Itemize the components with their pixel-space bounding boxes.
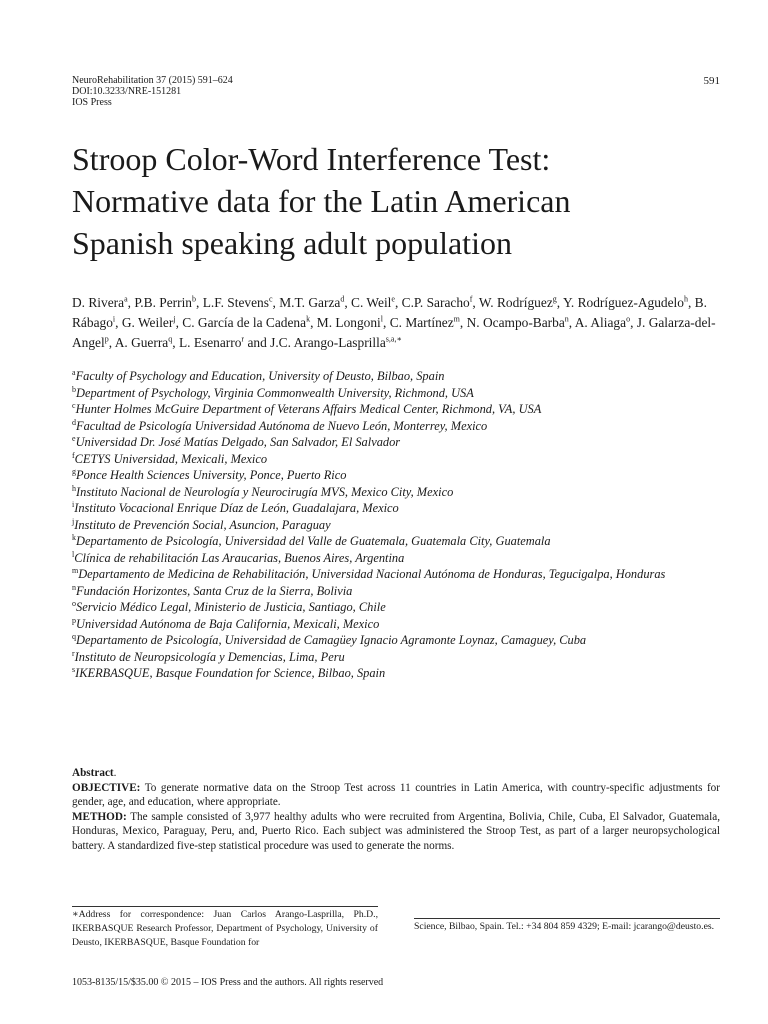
author-name: N. Ocampo-Barba bbox=[466, 315, 565, 330]
correspondence-footnote: ∗Address for correspondence: Juan Carlos Arango-Lasprilla, Ph.D., IKERBASQUE Research Professor, Department of Psychology, University of Deusto, IKERBASQUE, Basque Foundation for bbox=[72, 909, 378, 948]
author-affiliation-mark: l bbox=[380, 314, 383, 324]
affiliation-text: Instituto Vocacional Enrique Díaz de León, Guadalajara, Mexico bbox=[74, 501, 399, 515]
affiliation-text: IKERBASQUE, Basque Foundation for Science, Bilbao, Spain bbox=[75, 666, 386, 680]
author-name: W. Rodríguez bbox=[478, 295, 553, 310]
affiliation-mark: a bbox=[72, 367, 76, 377]
author-separator: , bbox=[472, 295, 479, 310]
affiliation-text: Departamento de Psicología, Universidad de Camagüey Ignacio Agramonte Loynaz, Camaguey, Cuba bbox=[76, 633, 587, 647]
affiliation-text: Instituto de Prevención Social, Asuncion, Paraguay bbox=[74, 517, 331, 532]
affiliation-mark: p bbox=[72, 615, 76, 625]
affiliation-item bbox=[72, 665, 732, 682]
author-separator: , bbox=[127, 295, 135, 310]
author-affiliation-mark: c bbox=[268, 294, 273, 304]
objective-text: To generate normative data on the Stroop Test across 11 countries in Latin America, with country-specific adjustments for gender, age, and education, where appropriate. bbox=[72, 781, 720, 809]
author-name: C. García de la Cadena bbox=[182, 315, 307, 330]
affiliation-text: Fundación Horizontes, Santa Cruz de la Sierra, Bolivia bbox=[76, 583, 353, 598]
author-affiliation-mark: o bbox=[626, 314, 631, 324]
affiliation-text: Department of Psychology, Virginia Commonwealth University, Richmond, USA bbox=[76, 385, 474, 400]
affiliation-text: Universidad Autónoma de Baja California, Mexicali, Mexico bbox=[76, 616, 380, 631]
author-name: C. Martínez bbox=[389, 315, 454, 330]
method-text: The sample consisted of 3,977 healthy adults who were recruited from Argentina, Bolivia, Chile, Cuba, El Salvador, Guatemala, Honduras, Mexico, Paraguay, Peru, and, Puerto Rico. Each subject was administered the Stroop Test, as part of a larger neuropsychological battery. A standardized five-step statistical procedure was used to generate the norms. bbox=[72, 810, 720, 852]
author-affiliation-mark: a bbox=[124, 294, 128, 304]
affiliation-mark: l bbox=[72, 549, 75, 559]
affiliation-item bbox=[72, 451, 732, 468]
affiliation-item bbox=[72, 418, 732, 435]
affiliation-item bbox=[72, 434, 732, 451]
affiliation-mark: q bbox=[72, 631, 76, 641]
affiliation-mark: k bbox=[72, 532, 76, 542]
affiliation-mark: j bbox=[72, 516, 75, 526]
author-separator: , bbox=[115, 315, 122, 330]
affiliation-list bbox=[72, 368, 732, 682]
footnote-rule-right bbox=[414, 918, 720, 919]
author-name: L.F. Stevens bbox=[202, 295, 269, 310]
affiliation-item bbox=[72, 484, 732, 501]
author-affiliation-mark: g bbox=[552, 294, 557, 304]
author-name: M. Longoni bbox=[316, 315, 381, 330]
author-separator: , bbox=[310, 315, 317, 330]
author-name: C. Weil bbox=[351, 295, 392, 310]
correspondence-footnote-continued: Science, Bilbao, Spain. Tel.: +34 804 859 4329; E-mail: jcarango@deusto.es. bbox=[414, 921, 715, 932]
author-name: P.B. Perrin bbox=[134, 295, 192, 310]
abstract-objective bbox=[72, 781, 720, 810]
footnote-rule-left bbox=[72, 906, 378, 907]
affiliation-mark: n bbox=[72, 582, 76, 592]
author-separator: , bbox=[272, 295, 280, 310]
author-separator: and bbox=[244, 335, 271, 350]
author-separator: , bbox=[108, 335, 115, 350]
affiliation-mark: c bbox=[72, 400, 76, 410]
affiliation-item bbox=[72, 550, 732, 567]
affiliation-text: Instituto Nacional de Neurología y Neurocirugía MVS, Mexico City, Mexico bbox=[76, 484, 454, 499]
author-name: D. Rivera bbox=[72, 295, 125, 310]
author-name: B. Rábago bbox=[72, 295, 707, 330]
title-line-3: Spanish speaking adult population bbox=[72, 225, 512, 261]
affiliation-mark: m bbox=[72, 565, 79, 575]
author-separator: , bbox=[196, 295, 203, 310]
author-name: M.T. Garza bbox=[279, 295, 341, 310]
journal-header bbox=[72, 75, 233, 108]
objective-label: OBJECTIVE: bbox=[72, 781, 141, 794]
affiliation-text: Faculty of Psychology and Education, University of Deusto, Bilbao, Spain bbox=[75, 369, 445, 383]
affiliation-item bbox=[72, 385, 732, 402]
affiliation-text: Instituto de Neuropsicología y Demencias, Lima, Peru bbox=[74, 649, 345, 664]
author-name: L. Esenarro bbox=[178, 335, 242, 350]
author-separator: , bbox=[556, 295, 563, 310]
publisher: IOS Press bbox=[72, 97, 112, 108]
affiliation-text: CETYS Universidad, Mexicali, Mexico bbox=[74, 451, 268, 466]
journal-citation: NeuroRehabilitation 37 (2015) 591–624 bbox=[72, 75, 233, 86]
author-name: G. Weiler bbox=[121, 315, 174, 330]
affiliation-mark: e bbox=[72, 433, 76, 443]
copyright-line: 1053-8135/15/$35.00 © 2015 – IOS Press and the authors. All rights reserved bbox=[72, 977, 384, 988]
author-affiliation-mark: j bbox=[173, 314, 176, 324]
author-affiliation-mark: i bbox=[112, 314, 116, 324]
author-affiliation-mark: p bbox=[104, 334, 109, 344]
author-name: J. Galarza-del-Angel bbox=[72, 315, 716, 350]
title-line-1: Stroop Color-Word Interference Test: bbox=[72, 141, 551, 177]
affiliation-mark: o bbox=[72, 598, 76, 608]
author-list bbox=[72, 293, 732, 353]
author-name: A. Aliaga bbox=[574, 315, 627, 330]
author-separator: , bbox=[630, 315, 637, 330]
affiliation-mark: b bbox=[72, 384, 76, 394]
affiliation-text: Departamento de Medicina de Rehabilitación, Universidad Nacional Autónoma de Honduras, Tegucigalpa, Honduras bbox=[78, 567, 666, 581]
affiliation-item bbox=[72, 467, 732, 484]
affiliation-item bbox=[72, 566, 732, 583]
affiliation-item bbox=[72, 401, 732, 418]
affiliation-item bbox=[72, 649, 732, 666]
author-separator: , bbox=[175, 315, 183, 330]
paper-title bbox=[72, 138, 722, 264]
author-name: A. Guerra bbox=[114, 335, 169, 350]
affiliation-item bbox=[72, 368, 732, 385]
affiliation-mark: s bbox=[72, 664, 76, 674]
author-name: C.P. Saracho bbox=[401, 295, 470, 310]
author-separator: , bbox=[687, 295, 695, 310]
author-affiliation-mark: b bbox=[192, 294, 196, 304]
affiliation-mark: i bbox=[72, 499, 75, 509]
affiliation-item bbox=[72, 500, 732, 517]
author-affiliation-mark: h bbox=[683, 294, 688, 304]
affiliation-mark: f bbox=[72, 450, 75, 460]
affiliation-text: Departamento de Psicología, Universidad del Valle de Guatemala, Guatemala City, Guatemala bbox=[76, 534, 551, 548]
affiliation-item bbox=[72, 599, 732, 616]
title-line-2: Normative data for the Latin American bbox=[72, 183, 571, 219]
author-separator: , bbox=[568, 315, 575, 330]
author-affiliation-mark: r bbox=[241, 334, 245, 344]
affiliation-mark: h bbox=[72, 483, 76, 493]
affiliation-text: Hunter Holmes McGuire Department of Veterans Affairs Medical Center, Richmond, VA, USA bbox=[75, 402, 542, 416]
author-affiliation-mark: e bbox=[391, 294, 395, 304]
author-affiliation-mark: d bbox=[340, 294, 345, 304]
abstract-method bbox=[72, 810, 720, 854]
affiliation-mark: d bbox=[72, 417, 76, 427]
affiliation-item bbox=[72, 632, 732, 649]
page-number: 591 bbox=[703, 75, 720, 87]
affiliation-text: Servicio Médico Legal, Ministerio de Justicia, Santiago, Chile bbox=[76, 600, 386, 614]
affiliation-item bbox=[72, 517, 732, 534]
author-separator: , bbox=[344, 295, 352, 310]
author-separator: , bbox=[383, 315, 390, 330]
abstract-heading: Abstract. bbox=[72, 767, 117, 779]
affiliation-text: Universidad Dr. José Matías Delgado, San Salvador, El Salvador bbox=[75, 435, 401, 449]
affiliation-item bbox=[72, 533, 732, 550]
author-separator: , bbox=[394, 295, 402, 310]
method-label: METHOD: bbox=[72, 810, 127, 823]
author-name: J.C. Arango-Lasprilla bbox=[270, 335, 386, 350]
author-affiliation-mark: q bbox=[168, 334, 173, 344]
author-separator: , bbox=[172, 335, 179, 350]
author-affiliation-mark: s,a,∗ bbox=[385, 334, 402, 344]
affiliation-mark: r bbox=[72, 648, 75, 658]
affiliation-text: Ponce Health Sciences University, Ponce, Puerto Rico bbox=[76, 468, 347, 482]
author-affiliation-mark: k bbox=[306, 314, 311, 324]
author-affiliation-mark: m bbox=[453, 314, 460, 324]
author-separator: , bbox=[459, 315, 467, 330]
doi[interactable]: DOI:10.3233/NRE-151281 bbox=[72, 86, 182, 97]
author-name: Y. Rodríguez-Agudelo bbox=[562, 295, 684, 310]
affiliation-text: Clínica de rehabilitación Las Araucarias, Buenos Aires, Argentina bbox=[74, 550, 405, 565]
affiliation-text: Facultad de Psicología Universidad Autónoma de Nuevo León, Monterrey, Mexico bbox=[76, 418, 488, 433]
affiliation-item bbox=[72, 616, 732, 633]
abstract bbox=[72, 766, 720, 854]
author-affiliation-mark: n bbox=[564, 314, 569, 324]
author-affiliation-mark: f bbox=[469, 294, 473, 304]
affiliation-mark: g bbox=[72, 466, 76, 476]
affiliation-item bbox=[72, 583, 732, 600]
